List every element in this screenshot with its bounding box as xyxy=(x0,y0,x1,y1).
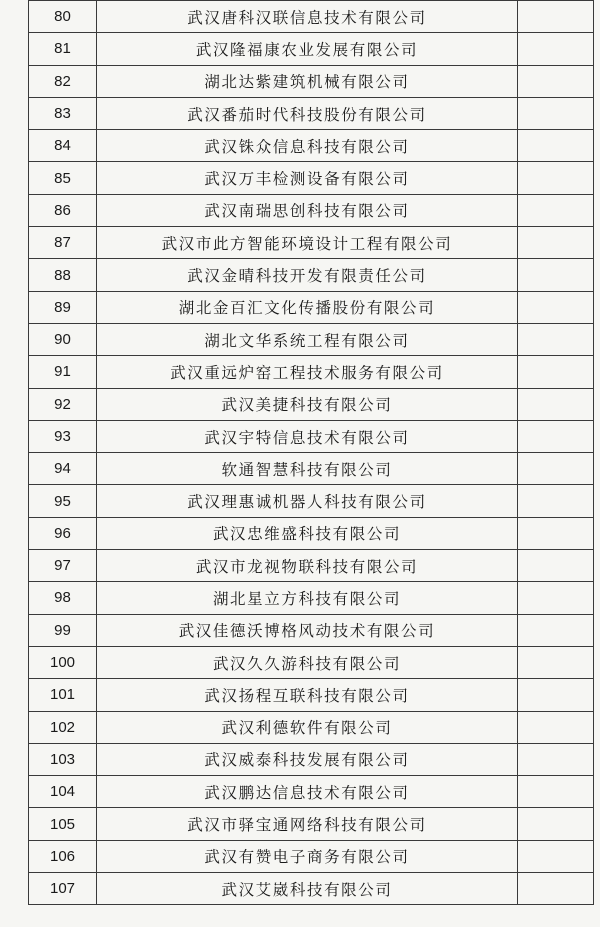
company-name: 湖北金百汇文化传播股份有限公司 xyxy=(97,291,518,323)
row-extra-cell xyxy=(518,453,594,485)
company-name: 湖北文华系统工程有限公司 xyxy=(97,323,518,355)
row-extra-cell xyxy=(518,130,594,162)
table-row xyxy=(29,743,594,775)
table-row xyxy=(29,162,594,194)
row-extra-cell xyxy=(518,679,594,711)
row-extra-cell xyxy=(518,162,594,194)
company-name: 武汉利德软件有限公司 xyxy=(97,711,518,743)
table-row xyxy=(29,97,594,129)
row-number: 105 xyxy=(29,808,97,840)
table-row xyxy=(29,614,594,646)
row-number: 100 xyxy=(29,646,97,678)
row-number: 84 xyxy=(29,130,97,162)
row-extra-cell xyxy=(518,97,594,129)
row-extra-cell xyxy=(518,873,594,905)
row-extra-cell xyxy=(518,646,594,678)
row-number: 93 xyxy=(29,420,97,452)
company-name: 湖北星立方科技有限公司 xyxy=(97,582,518,614)
table-row xyxy=(29,485,594,517)
row-number: 80 xyxy=(29,1,97,33)
table-row xyxy=(29,420,594,452)
table-row xyxy=(29,194,594,226)
row-number: 95 xyxy=(29,485,97,517)
company-list-table xyxy=(28,0,594,905)
row-extra-cell xyxy=(518,808,594,840)
company-name: 武汉宇特信息技术有限公司 xyxy=(97,420,518,452)
company-name: 武汉美捷科技有限公司 xyxy=(97,388,518,420)
table-row xyxy=(29,33,594,65)
table-body xyxy=(29,1,594,905)
row-extra-cell xyxy=(518,388,594,420)
table-row xyxy=(29,65,594,97)
row-number: 82 xyxy=(29,65,97,97)
table-row xyxy=(29,388,594,420)
table-row xyxy=(29,582,594,614)
row-number: 90 xyxy=(29,323,97,355)
row-number: 91 xyxy=(29,356,97,388)
row-extra-cell xyxy=(518,65,594,97)
company-name: 武汉理惠诚机器人科技有限公司 xyxy=(97,485,518,517)
table-row xyxy=(29,356,594,388)
row-number: 106 xyxy=(29,840,97,872)
table-row xyxy=(29,646,594,678)
table-row xyxy=(29,453,594,485)
row-extra-cell xyxy=(518,291,594,323)
row-extra-cell xyxy=(518,550,594,582)
table-row xyxy=(29,840,594,872)
row-extra-cell xyxy=(518,194,594,226)
table-row xyxy=(29,259,594,291)
table-row xyxy=(29,679,594,711)
row-number: 99 xyxy=(29,614,97,646)
row-extra-cell xyxy=(518,33,594,65)
row-extra-cell xyxy=(518,356,594,388)
row-extra-cell xyxy=(518,743,594,775)
company-name: 武汉佳德沃博格风动技术有限公司 xyxy=(97,614,518,646)
table-row xyxy=(29,550,594,582)
company-name: 武汉忠维盛科技有限公司 xyxy=(97,517,518,549)
company-name: 武汉隆福康农业发展有限公司 xyxy=(97,33,518,65)
row-extra-cell xyxy=(518,485,594,517)
row-extra-cell xyxy=(518,517,594,549)
row-number: 107 xyxy=(29,873,97,905)
row-number: 97 xyxy=(29,550,97,582)
table-row xyxy=(29,291,594,323)
company-name: 武汉久久游科技有限公司 xyxy=(97,646,518,678)
table-row xyxy=(29,711,594,743)
row-number: 103 xyxy=(29,743,97,775)
company-name: 武汉市驿宝通网络科技有限公司 xyxy=(97,808,518,840)
table-row xyxy=(29,517,594,549)
table-row xyxy=(29,1,594,33)
row-number: 86 xyxy=(29,194,97,226)
company-name: 武汉市龙视物联科技有限公司 xyxy=(97,550,518,582)
table-row xyxy=(29,873,594,905)
table-row xyxy=(29,808,594,840)
row-extra-cell xyxy=(518,711,594,743)
company-name: 武汉有赞电子商务有限公司 xyxy=(97,840,518,872)
row-number: 98 xyxy=(29,582,97,614)
company-name: 软通智慧科技有限公司 xyxy=(97,453,518,485)
company-name: 武汉重远炉窑工程技术服务有限公司 xyxy=(97,356,518,388)
company-name: 武汉鹏达信息技术有限公司 xyxy=(97,776,518,808)
row-extra-cell xyxy=(518,840,594,872)
row-number: 102 xyxy=(29,711,97,743)
table-row xyxy=(29,323,594,355)
row-number: 89 xyxy=(29,291,97,323)
row-extra-cell xyxy=(518,614,594,646)
company-name: 武汉艾崴科技有限公司 xyxy=(97,873,518,905)
row-number: 94 xyxy=(29,453,97,485)
company-name: 武汉威泰科技发展有限公司 xyxy=(97,743,518,775)
row-extra-cell xyxy=(518,1,594,33)
row-number: 101 xyxy=(29,679,97,711)
company-name: 武汉市此方智能环境设计工程有限公司 xyxy=(97,227,518,259)
row-number: 96 xyxy=(29,517,97,549)
table-row xyxy=(29,130,594,162)
row-extra-cell xyxy=(518,582,594,614)
row-number: 92 xyxy=(29,388,97,420)
row-number: 83 xyxy=(29,97,97,129)
company-name: 武汉万丰检测设备有限公司 xyxy=(97,162,518,194)
company-name: 湖北达紫建筑机械有限公司 xyxy=(97,65,518,97)
row-extra-cell xyxy=(518,227,594,259)
company-name: 武汉铢众信息科技有限公司 xyxy=(97,130,518,162)
row-extra-cell xyxy=(518,323,594,355)
company-name: 武汉扬程互联科技有限公司 xyxy=(97,679,518,711)
company-name: 武汉南瑞思创科技有限公司 xyxy=(97,194,518,226)
table-row xyxy=(29,227,594,259)
row-number: 81 xyxy=(29,33,97,65)
row-extra-cell xyxy=(518,259,594,291)
company-name: 武汉番茄时代科技股份有限公司 xyxy=(97,97,518,129)
row-number: 88 xyxy=(29,259,97,291)
row-number: 85 xyxy=(29,162,97,194)
row-extra-cell xyxy=(518,420,594,452)
row-number: 87 xyxy=(29,227,97,259)
row-extra-cell xyxy=(518,776,594,808)
company-name: 武汉金晴科技开发有限责任公司 xyxy=(97,259,518,291)
company-name: 武汉唐科汉联信息技术有限公司 xyxy=(97,1,518,33)
table-row xyxy=(29,776,594,808)
row-number: 104 xyxy=(29,776,97,808)
